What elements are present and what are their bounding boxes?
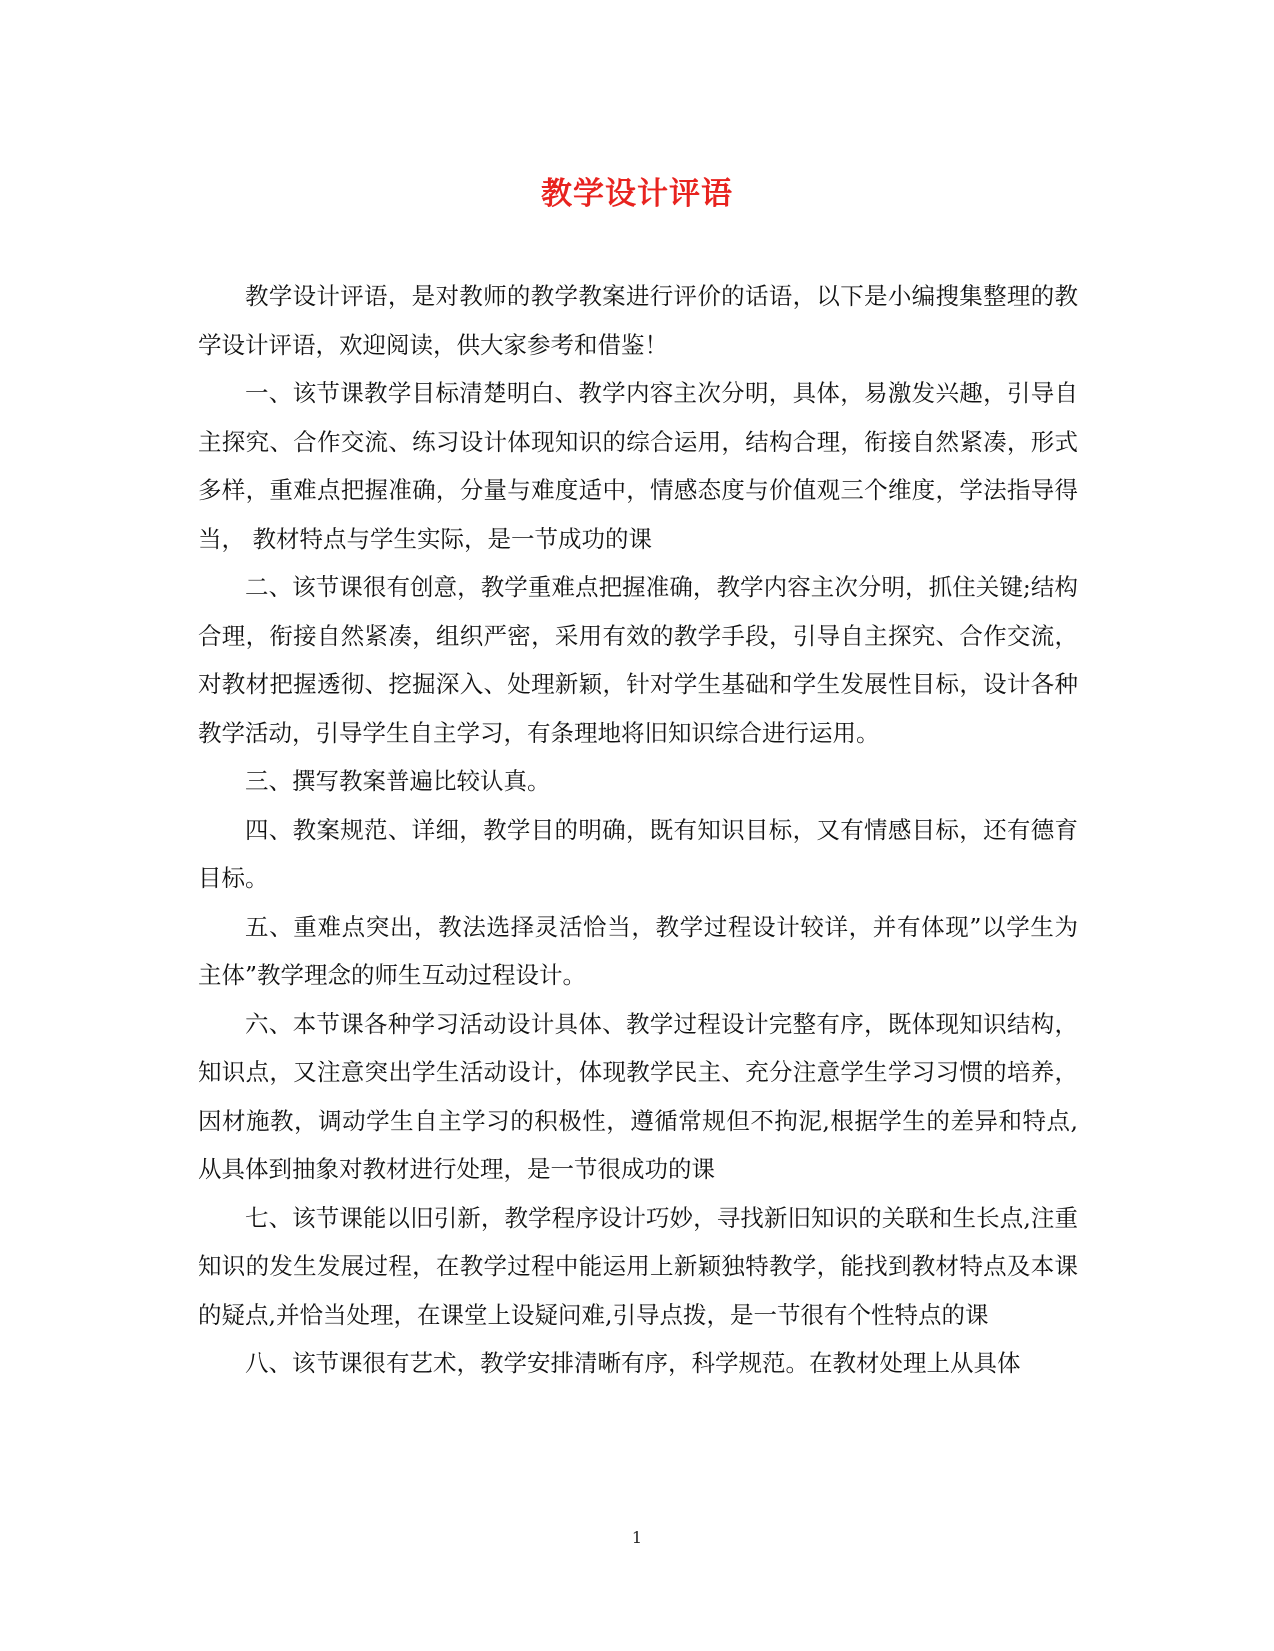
document-title: 教学设计评语: [541, 176, 733, 212]
paragraph-4: 四、教案规范、详细，教学目的明确，既有知识目标，又有情感目标，还有德育目标。: [198, 815, 1078, 892]
paragraph-7: 七、该节课能以旧引新，教学程序设计巧妙，寻找新旧知识的关联和生长点,注重知识的发生发展过程，在教学过程中能运用上新颖独特教学，能找到教材特点及本课的疑点,并恰当处理，在课堂上设疑问难,引导点拨，是一节很有个性特点的课: [198, 1203, 1078, 1329]
paragraph-1: 一、该节课教学目标清楚明白、教学内容主次分明，具体，易激发兴趣，引导自主探究、合作交流、练习设计体现知识的综合运用，结构合理，衔接自然紧凑，形式多样，重难点把握准确，分量与难度适中，情感态度与价值观三个维度，学法指导得当， 教材特点与学生实际，是一节成功的课: [198, 379, 1078, 553]
document-body: [198, 272, 1078, 1388]
paragraph-3: 三、撰写教案普遍比较认真。: [245, 767, 551, 795]
paragraph-8: 八、该节课很有艺术，教学安排清晰有序，科学规范。在教材处理上从具体: [245, 1349, 1021, 1377]
paragraph-6: 六、本节课各种学习活动设计具体、教学过程设计完整有序，既体现知识结构，知识点，又注意突出学生活动设计，体现教学民主、充分注意学生学习习惯的培养，因材施教，调动学生自主学习的积极性，遵循常规但不拘泥,根据学生的差异和特点, 从具体到抽象对教材进行处理，是一节很成功的课: [198, 1009, 1078, 1183]
paragraph-2: 二、该节课很有创意，教学重难点把握准确，教学内容主次分明，抓住关键;结构合理，衔接自然紧凑，组织严密，采用有效的教学手段，引导自主探究、合作交流，对教材把握透彻、挖掘深入、处理新颖，针对学生基础和学生发展性目标，设计各种教学活动，引导学生自主学习，有条理地将旧知识综合进行运用。: [198, 573, 1078, 747]
paragraph-5: 五、重难点突出，教法选择灵活恰当，教学过程设计较详，并有体现”以学生为主体”教学理念的师生互动过程设计。: [198, 912, 1078, 989]
paragraph-intro: 教学设计评语，是对教师的教学教案进行评价的话语，以下是小编搜集整理的教学设计评语，欢迎阅读，供大家参考和借鉴！: [198, 282, 1078, 359]
page-number: 1: [631, 1528, 643, 1547]
